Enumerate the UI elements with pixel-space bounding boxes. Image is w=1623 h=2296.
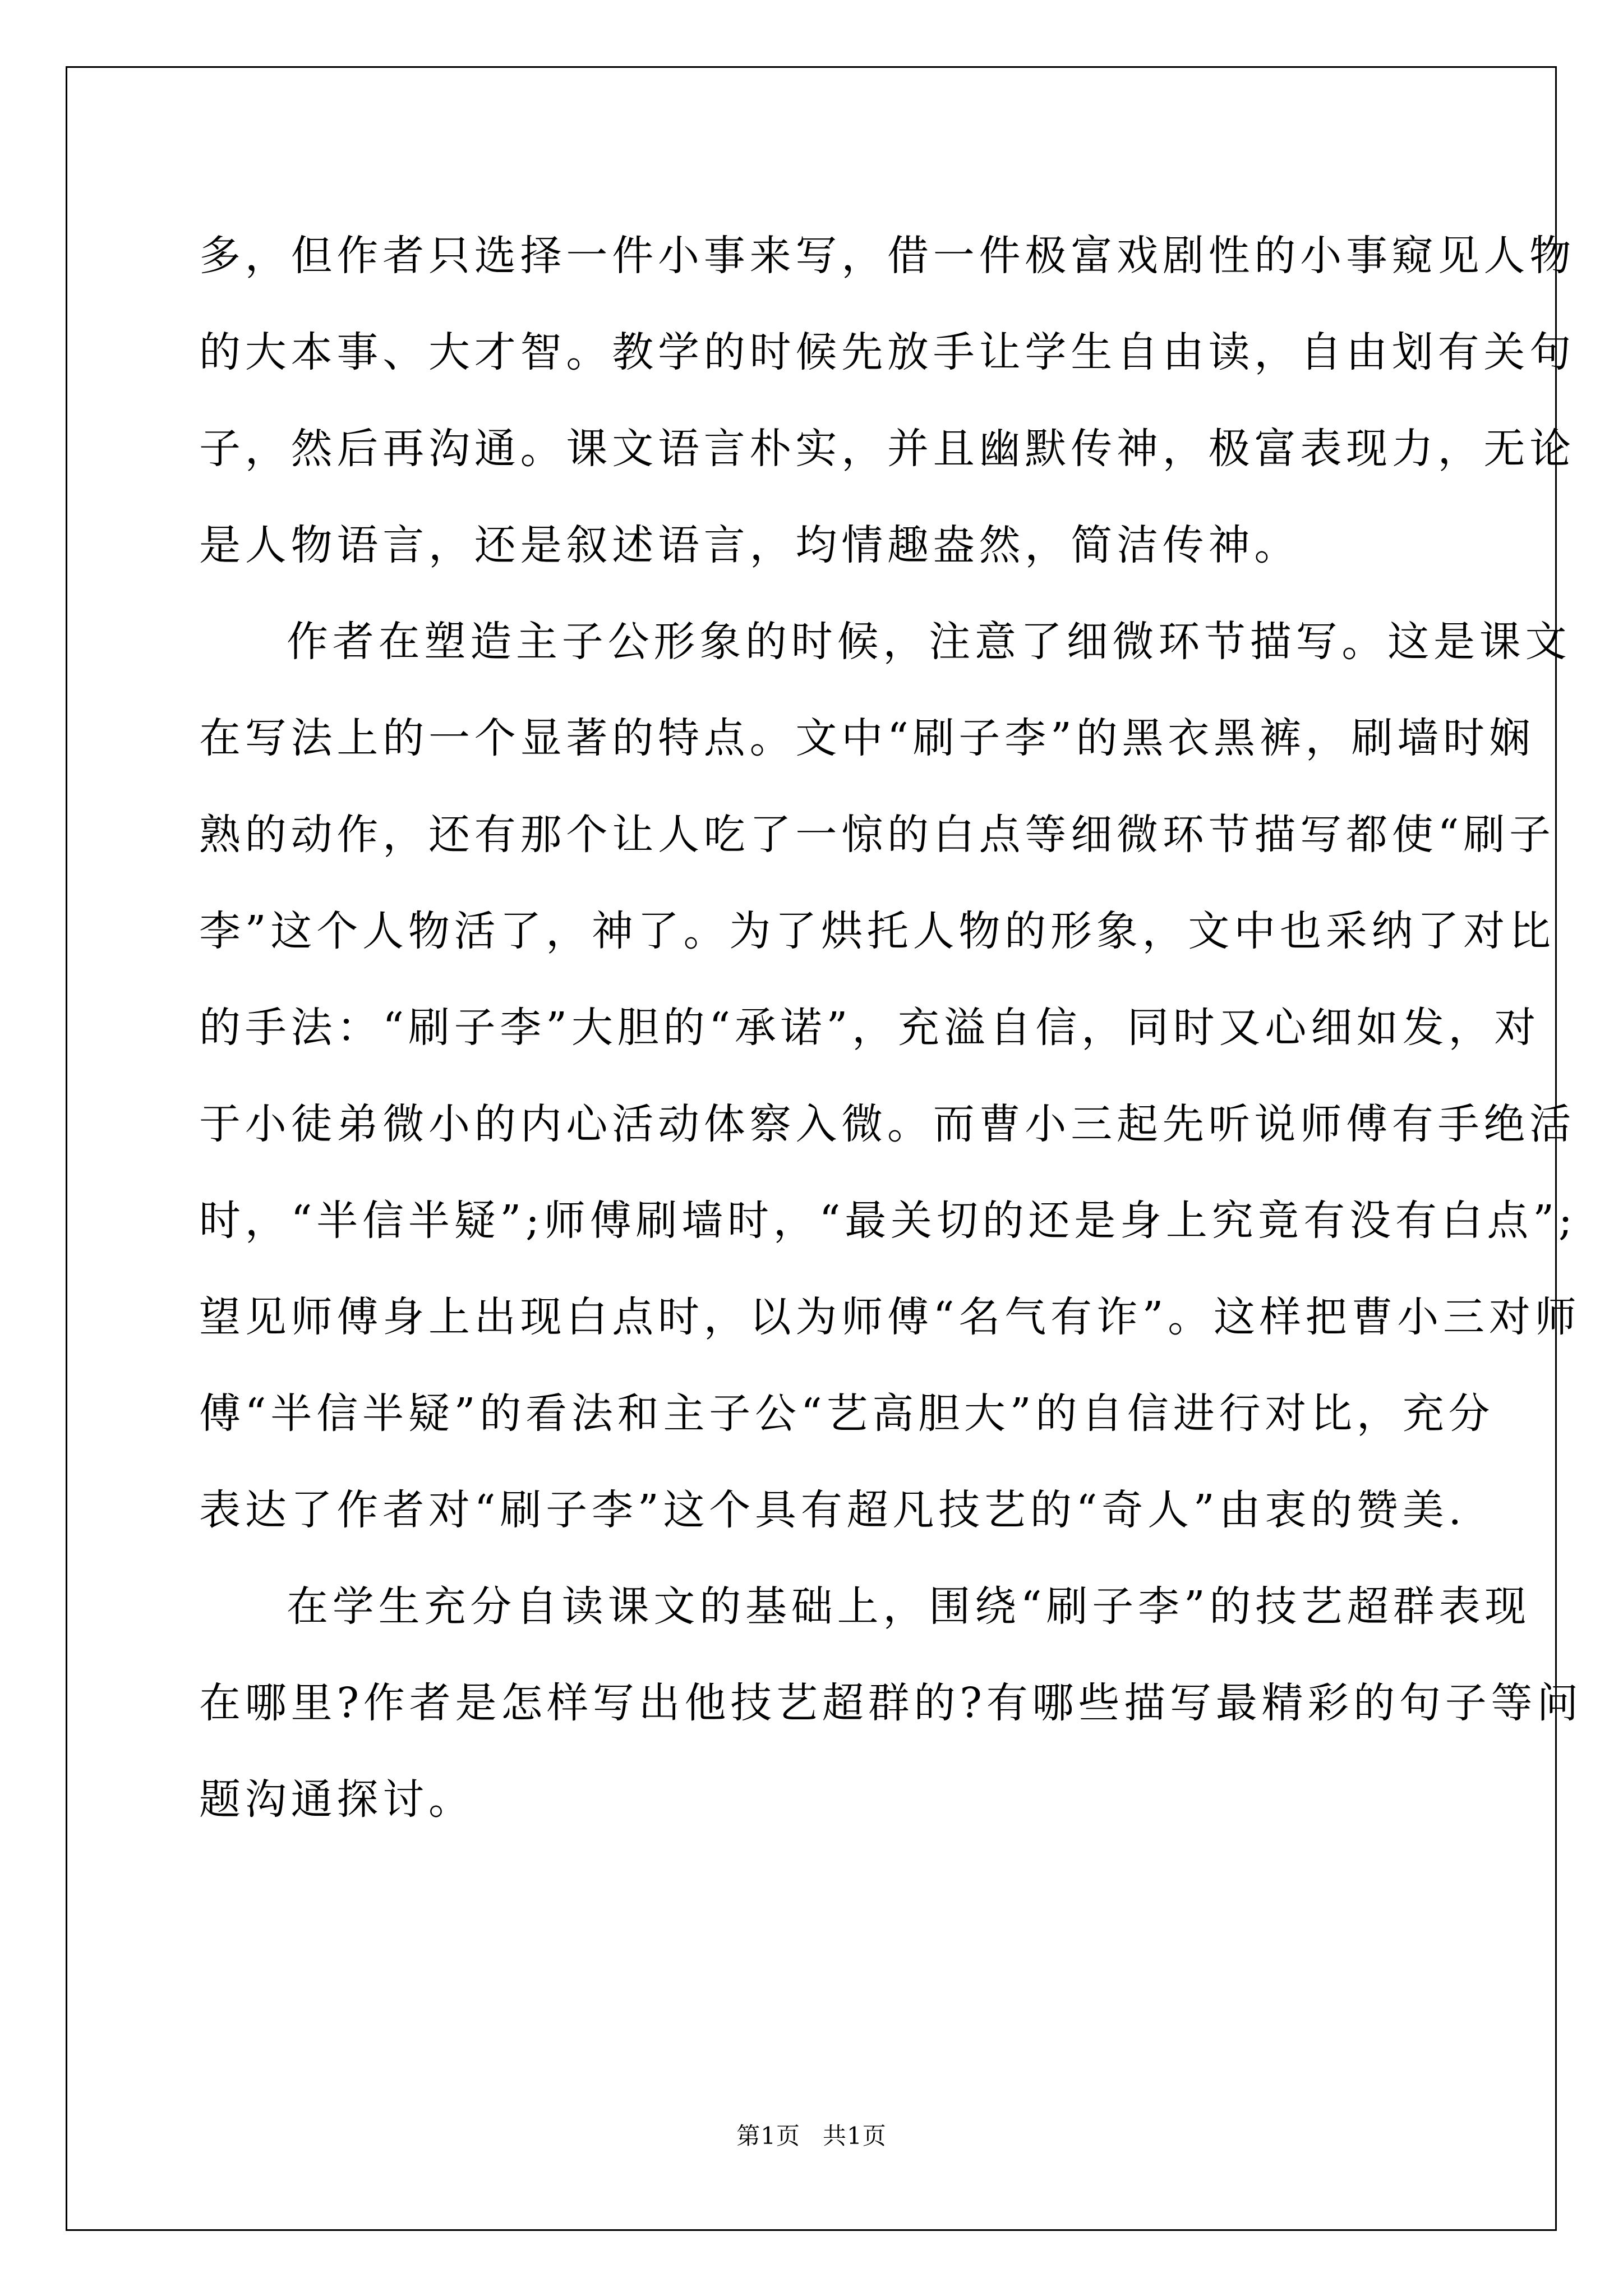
text-line: 的大本事、大才智。教学的时候先放手让学生自由读，自由划有关句 <box>199 328 1575 376</box>
text-line: 的手法：“刷子李”大胆的“承诺”，充溢自信，同时又心细如发，对 <box>199 1004 1541 1052</box>
text-line: 在哪里?作者是怎样写出他技艺超群的?有哪些描写最精彩的句子等问 <box>199 1679 1583 1727</box>
text-line: 望见师傅身上出现白点时，以为师傅“名气有诈”。这样把曹小三对师 <box>199 1293 1581 1341</box>
page-number: 第1页 <box>736 2122 800 2150</box>
page-total: 共1页 <box>823 2122 887 2150</box>
text-line: 是人物语言，还是叙述语言，均情趣盎然，简洁传神。 <box>199 521 1301 569</box>
text-line: 李”这个人物活了，神了。为了烘托人物的形象，文中也采纳了对比 <box>199 907 1555 955</box>
paragraph-2 <box>199 593 1581 1558</box>
text-line: 题沟通探讨。 <box>199 1775 474 1824</box>
text-line: 在写法上的一个显著的特点。文中“刷子李”的黑衣黑裤，刷墙时娴 <box>199 714 1535 762</box>
text-line: 熟的动作，还有那个让人吃了一惊的白点等细微环节描写都使“刷子 <box>199 811 1555 859</box>
page-footer <box>0 2118 1623 2151</box>
text-line: 子，然后再沟通。课文语言朴实，并且幽默传神，极富表现力，无论 <box>199 425 1575 473</box>
paragraph-3 <box>199 1558 1583 1848</box>
text-line: 傅“半信半疑”的看法和主子公“艺高胆大”的自信进行对比，充分 <box>199 1389 1495 1438</box>
paragraph-1 <box>199 208 1575 593</box>
text-line: 于小徒弟微小的内心活动体察入微。而曹小三起先听说师傅有手绝活 <box>199 1100 1575 1148</box>
text-line: 在学生充分自读课文的基础上，围绕“刷子李”的技艺超群表现 <box>287 1582 1531 1631</box>
text-line: 表达了作者对“刷子李”这个具有超凡技艺的“奇人”由衷的赞美. <box>199 1486 1466 1534</box>
document-body <box>199 208 1583 1848</box>
text-line: 时，“半信半疑”;师傅刷墙时，“最关切的还是身上究竟有没有白点”; <box>199 1197 1577 1245</box>
text-line: 多，但作者只选择一件小事来写，借一件极富戏剧性的小事窥见人物 <box>199 232 1575 280</box>
text-line: 作者在塑造主子公形象的时候，注意了细微环节描写。这是课文 <box>287 618 1571 666</box>
